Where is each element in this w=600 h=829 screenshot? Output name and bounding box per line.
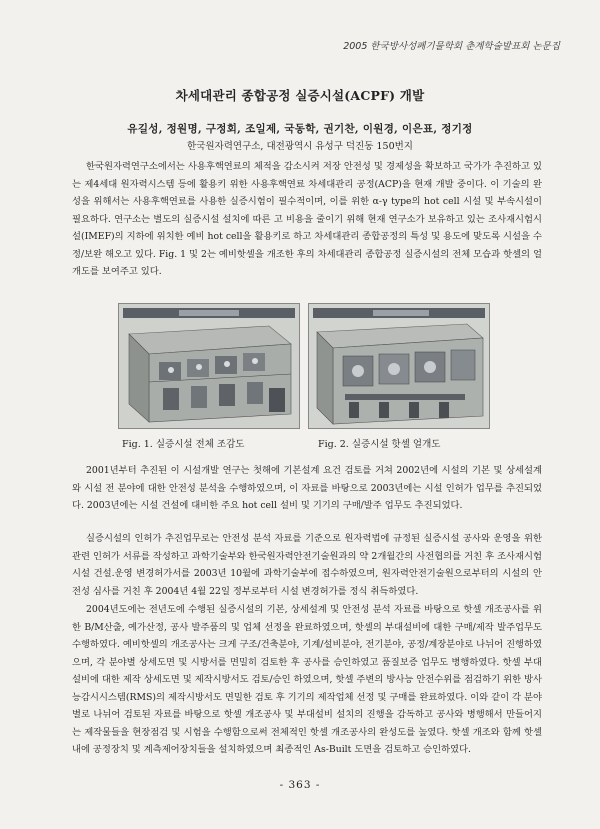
- author-list: 유길성, 정원명, 구정회, 조일제, 국동학, 권기찬, 이원경, 이은표, 정기정: [127, 123, 473, 135]
- figure-2-caption: Fig. 2. 실증시설 핫셀 얼개도: [318, 439, 441, 450]
- page-number: - 363 -: [279, 779, 321, 791]
- figure-1-image: [118, 303, 300, 429]
- running-header: 2005 한국방사성폐기물학회 춘계학술발표회 논문집: [343, 41, 560, 52]
- hotcell-cutaway-illustration: [309, 304, 489, 428]
- body-paragraph-2: 2001년부터 추진된 이 시설개발 연구는 첫해에 기본설계 요건 검토를 거쳐 2002년에 시설의 기본 및 상세설계와 시설 전 분야에 대한 안전성 분석을 수행하였으며, 이 자료를 바탕으로 2003년에는 시설 인허가 업무를 추진되었다. 2003년에는 시설 건설에 대비한 주요 hot cell 설비 및 기기의 구매/발주 업무도 추진되었다.: [72, 465, 542, 511]
- affiliation: 한국원자력연구소, 대전광역시 유성구 덕진동 150번지: [187, 141, 413, 152]
- body-paragraph-3: 실증시설의 인허가 추진업무로는 안전성 분석 자료를 기준으로 원자력법에 규정된 실증시설 공사와 운영을 위한 관련 인허가 서류를 작성하고 과학기술부와 한국원자력안전기술원과의 약 2개월간의 사전협의를 거친 후 조사재시험시설 건설.운영 변경허가서를 2003년 10월에 과학기술부에 접수하였으며, 원자력안전기술원으로부터의 시설의 안전성 심사를 거친 후 2004년 4월 22일 정부로부터 시설 변경허가를 정식 취득하였다.: [72, 533, 542, 597]
- facility-aerial-illustration: [119, 304, 299, 428]
- paper-title: 차세대관리 종합공정 실증시설(ACPF) 개발: [175, 88, 425, 103]
- figure-2-image: [308, 303, 490, 429]
- figure-1-caption: Fig. 1. 실증시설 전체 조감도: [122, 439, 245, 450]
- body-paragraph-1: 한국원자력연구소에서는 사용후핵연료의 체적을 감소시켜 저장 안전성 및 경제성을 확보하고 국가가 추진하고 있는 제4세대 원자력시스템 등에 활용키 위한 사용후핵연료 차세대관리 공정(ACP)을 현재 개발 중이다. 이 기술의 완성을 위해서는 사용후핵연료를 사용한 실증시험이 필수적이며, 이를 위한 α-γ type의 hot cell 시설 및 부속시설이 필요하다. 연구소는 별도의 실증시설 설치에 따른 고 비용을 줄이기 위해 현재 연구소가 보유하고 있는 조사재시험시설(IMEF)의 지하에 위치한 예비 hot cell을 활용키로 하고 차세대관리 종합공정의 특성 및 용도에 맞도록 시설을 수정/보완 해오고 있다. Fig. 1 및 2는 예비핫셀을 개조한 후의 차세대관리 종합공정 실증시설의 전체 모습과 핫셀의 얼개도를 보여주고 있다.: [72, 161, 542, 277]
- body-paragraph-4: 2004년도에는 전년도에 수행된 실증시설의 기본, 상세설계 및 안전성 분석 자료를 바탕으로 핫셀 개조공사를 위한 B/M산출, 예가산정, 공사 발주품의 및 업체 선정을 완료하였으며, 핫셀의 부대설비에 대한 구매/제작 발주업무도 수행하였다. 예비핫셀의 개조공사는 크게 구조/건축분야, 기계/설비분야, 전기분야, 공정/계장분야로 나뉘어 진행하였으며, 각 분야별 상세도면 및 시방서를 면밀히 검토한 후 공사를 승인하였고 품질보증 업무도 병행하였다. 핫셀 부대설비에 대한 제작 상세도면 및 제작시방서도 검토/승인 하였으며, 핫셀 주변의 방사능 안전수위를 점검하기 위한 방사능감시시스템(RMS)의 제작시방서도 면밀한 검토 후 기기의 제작업체 선정 및 구매를 완료하였다. 이와 같이 각 분야별로 나뉘어 검토된 자료를 바탕으로 핫셀 개조공사 및 부대설비 설치의 진행을 감독하고 공사와 병행해서 만들어지는 제작물들을 현장점검 및 시험을 수행함으로써 전체적인 핫셀 개조공사의 완성도를 높였다. 핫셀 개조와 함께 핫셀 내에 공정장치 및 계측제어장치들을 설치하였으며 최종적인 As-Built 도면을 검토하고 승인하였다.: [72, 604, 542, 755]
